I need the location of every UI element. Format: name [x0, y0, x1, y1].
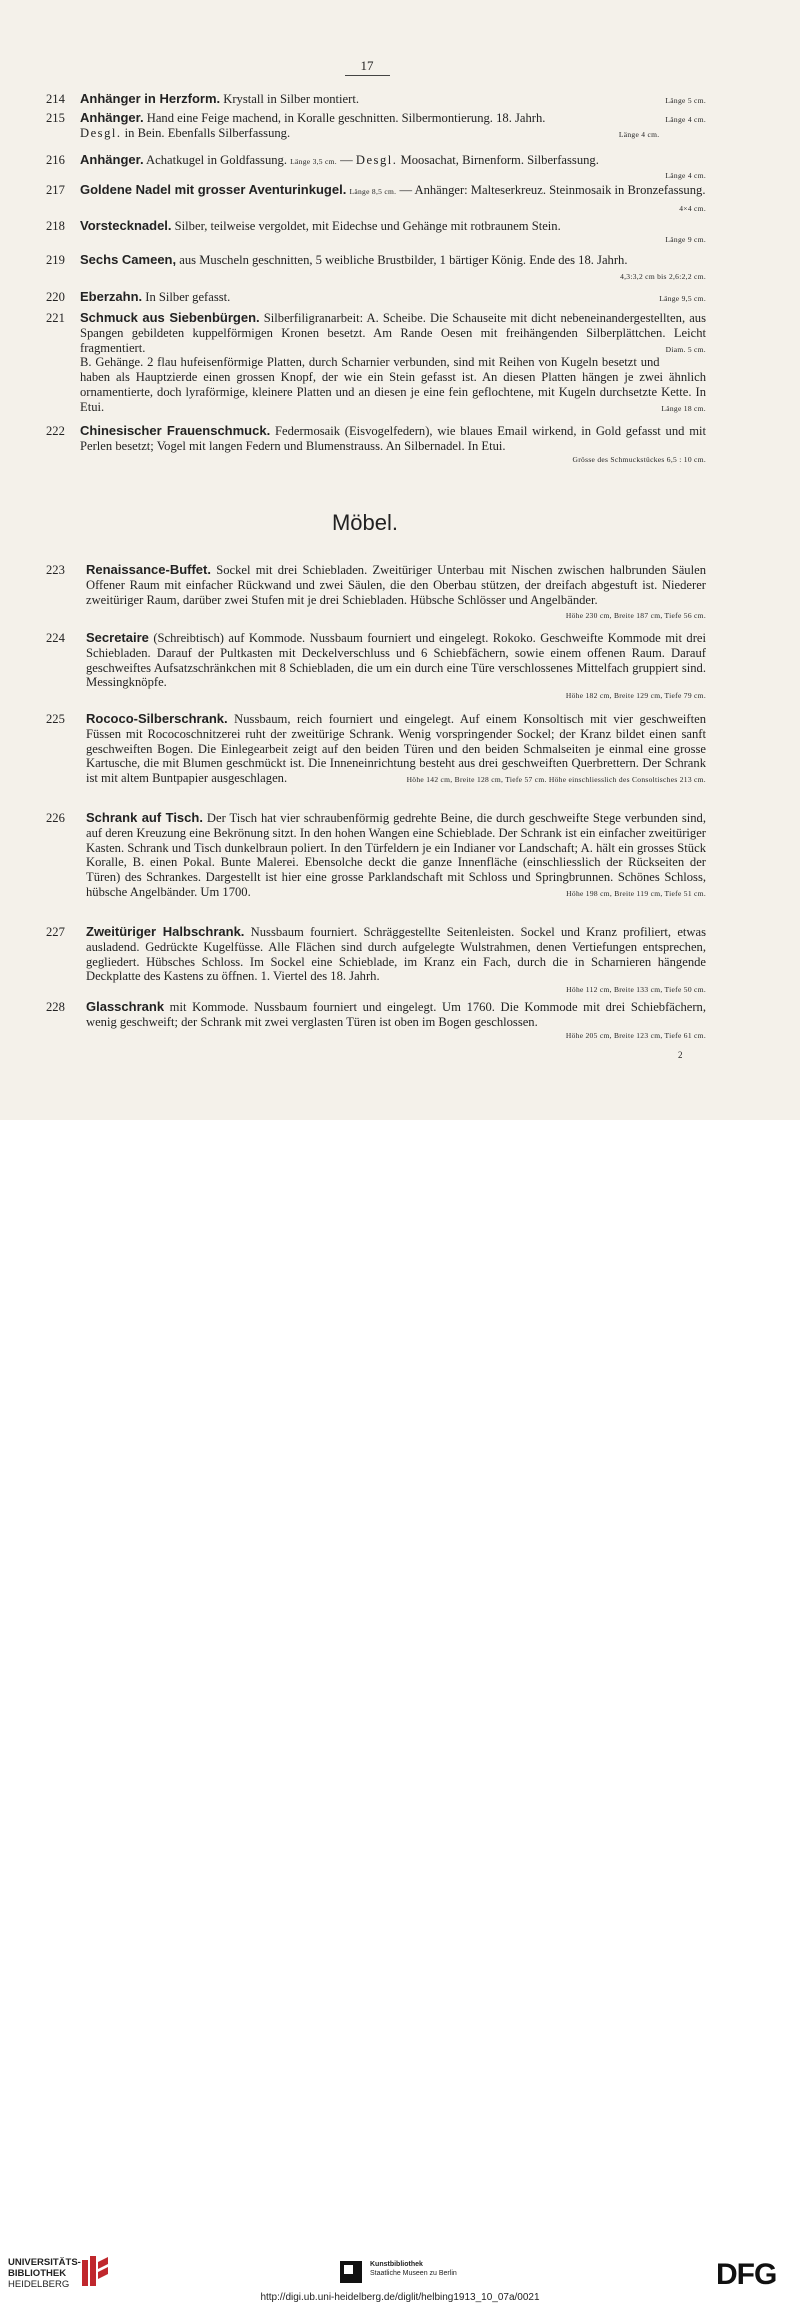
entry-measure: Länge 5 cm.	[665, 96, 706, 105]
entry-text: — Anhänger: Malteserkreuz. Steinmosaik in Bronzefassung.	[396, 183, 706, 197]
kunstbibliothek-line-1: Kunstbibliothek	[370, 2261, 423, 2268]
entry-measure-b: Länge 18 cm.	[661, 403, 706, 413]
entry-measure: Diam. 5 cm.	[665, 344, 706, 354]
entry-text: (Schreibtisch) auf Kommode. Nussbaum fourniert und eingelegt. Rokoko. Geschweifte Kommode mit drei Schiebladen. Darauf der Pultkasten mit Deckelverschluss und 6 Schiebfächern, sowie einem offenen Raum. Darauf geschweiftes Aufsatzschränkchen mit 8 Schiebladen, die um ein durch eine Türe verschlossenes Mittelfach gruppiert sind. Messingknöpfe.	[86, 631, 706, 690]
entry-measure: Länge 9,5 cm.	[659, 294, 706, 303]
entry-inline-measure: Länge 8,5 cm.	[349, 187, 397, 196]
catalog-entry-217	[46, 183, 706, 217]
entry-number: 216	[46, 153, 65, 167]
entry-text: Federmosaik (Eisvogelfedern), wie blaues Email wirkend, in Gold gefasst und mit Perlen besetzt; Vogel mit langen Federn und Blumenstrauss. An Silbernadel. In Etui.	[80, 424, 706, 453]
entry-title: Anhänger.	[80, 110, 144, 125]
entry-text: Der Tisch hat vier schraubenförmig gedrehte Beine, die durch geschweifte Stege verbunden sind, auf deren Kreuzung eine Bekrönung sitzt. In den hohen Wangen eine Schieblade. Der Schrank ist ein einfacher zweitüriger Kasten. Schrank und Tisch dunkelbraun poliert. In den Türfeldern je ein Indianer vor Landschaft; A. hält ein grosses Stück Koralle, B. einen Pokal. Bunte Malerei. Ebensolche deckt die ganze Innenfläche (einschliesslich der Rückseiten der Türen) des Schrankes. Dargestellt ist hier eine grosse Parklandschaft mit Schloss und Springbrunnen. Schönes Schloss, hübsche Angelbänder. Um 1700.	[86, 811, 707, 899]
entry-number: 219	[46, 253, 65, 267]
section-heading: Möbel.	[331, 510, 399, 535]
entry-measure: Länge 4 cm.	[665, 170, 706, 180]
dfg-logo[interactable]: DFG	[716, 2258, 777, 2291]
entry-title: Eberzahn.	[80, 289, 143, 304]
page-number: 17	[360, 58, 374, 73]
entry-title: Anhänger.	[80, 152, 144, 167]
entry-title: Rococo-Silberschrank.	[86, 711, 228, 726]
entry-number: 227	[46, 925, 65, 939]
entry-measure: Länge 9 cm.	[665, 234, 706, 244]
catalog-entry-222	[46, 424, 706, 465]
entry-text: In Silber gefasst.	[142, 290, 231, 304]
entry-number: 223	[46, 563, 65, 577]
entry-dash: —	[336, 153, 356, 167]
entry-inline-measure: Länge 3,5 cm.	[290, 157, 337, 166]
entry-measure: Grösse des Schmuckstückes 6,5 : 10 cm.	[572, 454, 706, 464]
entry-measure: Höhe 230 cm, Breite 187 cm, Tiefe 56 cm.	[565, 611, 706, 621]
catalog-entry-223	[46, 563, 706, 624]
entry-measure: Höhe 198 cm, Breite 119 cm, Tiefe 51 cm.	[566, 888, 706, 898]
kunstbibliothek-name[interactable]	[370, 2260, 457, 2278]
kunstbibliothek-logo-icon[interactable]	[340, 2261, 362, 2283]
entry-text-2: Moosachat, Birnenform. Silberfassung.	[397, 153, 599, 167]
entry-number: 220	[46, 290, 65, 304]
catalog-entry-225	[46, 712, 706, 788]
entry-number: 228	[46, 1000, 65, 1014]
entry-title: Glasschrank	[86, 999, 165, 1014]
entry-text: Achatkugel in Goldfassung.	[143, 153, 287, 167]
entry-title: Goldene Nadel mit grosser Aventurinkugel.	[80, 182, 347, 197]
entry-title: Schrank auf Tisch.	[86, 810, 203, 825]
entry-text: Krystall in Silber montiert.	[220, 92, 359, 106]
catalog-entry-228	[46, 1000, 706, 1041]
entry-number: 217	[46, 183, 65, 197]
catalog-entry-220	[46, 290, 706, 307]
entry-text: Silber, teilweise vergoldet, mit Eidechse und Gehänge mit rotbraunem Stein.	[171, 219, 561, 233]
entry-measure: Höhe 142 cm, Breite 128 cm, Tiefe 57 cm. Höhe einschliesslich des Consoltisches 213 cm.	[406, 775, 706, 785]
entry-number: 224	[46, 631, 65, 645]
catalog-entry-219	[46, 253, 706, 285]
library-name-line-2: BIBLIOTHEK	[8, 2268, 67, 2279]
kunstbibliothek-line-2: Staatliche Museen zu Berlin	[370, 2270, 457, 2277]
library-name-line-3: HEIDELBERG	[8, 2279, 70, 2290]
entry-number: 214	[46, 92, 65, 106]
entry-number: 226	[46, 811, 65, 825]
scanned-page	[0, 0, 800, 1120]
entry-number: 222	[46, 424, 65, 438]
entry-number: 225	[46, 712, 65, 726]
entry-desgl: Desgl.	[80, 125, 122, 140]
entry-text: Nussbaum fourniert. Schräggestellte Seitenleisten. Sockel und Kranz profiliert, etwas ausladend. Gedrückte Kugelfüsse. Alle Flächen sind durch aufgelegte Wulstrahmen, denen Vertiefungen entsprechen, gegliedert. Hübsches Schloss. Im Sockel eine Schieblade, im Kranz ein Fach, durch die in Scharnieren hängende Deckplatte des Kastens zu öffnen. 1. Viertel des 18. Jahrh.	[86, 925, 706, 984]
entry-text: aus Muscheln geschnitten, 5 weibliche Brustbilder, 1 bärtiger König. Ende des 18. Jahrh.	[176, 253, 628, 267]
catalog-entry-214	[46, 92, 706, 109]
university-library-logo-icon[interactable]	[80, 2254, 110, 2288]
entry-number: 215	[46, 111, 65, 125]
catalog-entry-226	[46, 811, 706, 902]
page-number-rule	[345, 75, 390, 76]
university-library-name[interactable]	[8, 2257, 81, 2290]
entry-measure: Höhe 112 cm, Breite 133 cm, Tiefe 50 cm.	[566, 985, 706, 995]
entry-text-b: B. Gehänge. 2 flau hufeisenförmige Platten, durch Scharnier verbunden, sind mit Reihen von Kugeln besetzt und haben als Hauptzierde einen grossen Knopf, der wie ein Stein gefasst ist. An diesen Platten hängen je zwei ähnlich ornamentierte, doch lyraförmige, kleinere Platten und an diesen je eine fein geflochtene, mit Kugeln durchsetzte Kette. In Etui.	[80, 355, 706, 414]
signature-mark: 2	[678, 1050, 683, 1060]
catalog-entry-227	[46, 925, 706, 995]
entry-title: Renaissance-Buffet.	[86, 562, 211, 577]
entry-number: 218	[46, 219, 65, 233]
entry-text: mit Kommode. Nussbaum fourniert und eingelegt. Um 1760. Die Kommode mit drei Schiebfächern, wenig geschweift; der Schrank mit zwei verglasten Türen ist oben im Bogen geschlossen.	[86, 1000, 706, 1029]
entry-title: Chinesischer Frauenschmuck.	[80, 423, 271, 438]
permalink-url[interactable]: http://digi.ub.uni-heidelberg.de/diglit/helbing1913_10_07a/0021	[260, 2292, 540, 2303]
catalog-entry-215	[46, 111, 706, 143]
entry-measure: Höhe 182 cm, Breite 129 cm, Tiefe 79 cm.	[565, 691, 706, 701]
entry-title: Anhänger in Herzform.	[80, 91, 221, 106]
catalog-entry-221	[46, 311, 706, 417]
entry-sub-text: in Bein. Ebenfalls Silberfassung.	[121, 125, 291, 140]
entry-text: Nussbaum, reich fourniert und eingelegt. Auf einem Konsoltisch mit vier geschweiften Füssen mit Rococoschnitzerei ruht der zweitürige Schrank. Wenig vorspringender Sockel; der Kranz bildet einen sanft geschweiften Bogen. Die Einlegearbeit zeigt auf den beiden Türen und den beiden Schmalseiten je einmal eine grosse Kartusche, die mit Blumen geschmückt ist. Die Inneneinrichtung besteht aus drei geschweiften Querbrettern. Der Schrank ist mit altem Buntpapier ausgeschlagen.	[86, 712, 706, 786]
entry-desgl: Desgl.	[355, 153, 398, 167]
entry-text: Sockel mit drei Schiebladen. Zweitüriger Unterbau mit Nischen zwischen halbrunden Säulen Offener Raum mit einfacher Rückwand und zwei Säulen, die den Oberbau stützen, der dreifach abgestuft ist. Niederer zweitüriger Raum, darüber zwei Stufen mit je drei Schiebladen. Hübsche Schlösser und Angelbänder.	[86, 563, 706, 607]
entry-title: Zweitüriger Halbschrank.	[86, 924, 245, 939]
entry-text: Hand eine Feige machend, in Koralle geschnitten. Silbermontierung. 18. Jahrh.	[143, 111, 546, 125]
footer-bar	[0, 1120, 800, 2303]
entry-sub-measure: Länge 4 cm.	[618, 129, 660, 139]
entry-title: Sechs Cameen,	[80, 252, 177, 267]
entry-title: Vorstecknadel.	[80, 218, 172, 233]
entry-number: 221	[46, 311, 65, 325]
catalog-entry-216	[46, 153, 706, 181]
entry-measure: Höhe 205 cm, Breite 123 cm, Tiefe 61 cm.	[565, 1030, 706, 1040]
entry-title: Schmuck aus Siebenbürgen.	[80, 310, 260, 325]
entry-text: Silberfiligranarbeit: A. Scheibe. Die Schauseite mit dicht nebeneinandergestellten, aus Spangen gebildeten kuppelförmigen Kronen besetzt. Am Rande Oesen mit freihängenden Silberplättchen. Leicht fragmentiert.	[80, 311, 706, 355]
library-name-line-1: UNIVERSITÄTS-	[8, 2257, 81, 2268]
catalog-entry-224	[46, 631, 706, 701]
catalog-entry-218	[46, 219, 706, 245]
entry-title: Secretaire	[86, 630, 149, 645]
entry-measure: 4,3:3,2 cm bis 2,6:2,2 cm.	[620, 271, 706, 281]
entry-measure: Länge 4 cm.	[665, 115, 706, 124]
entry-measure: 4×4 cm.	[679, 203, 706, 213]
